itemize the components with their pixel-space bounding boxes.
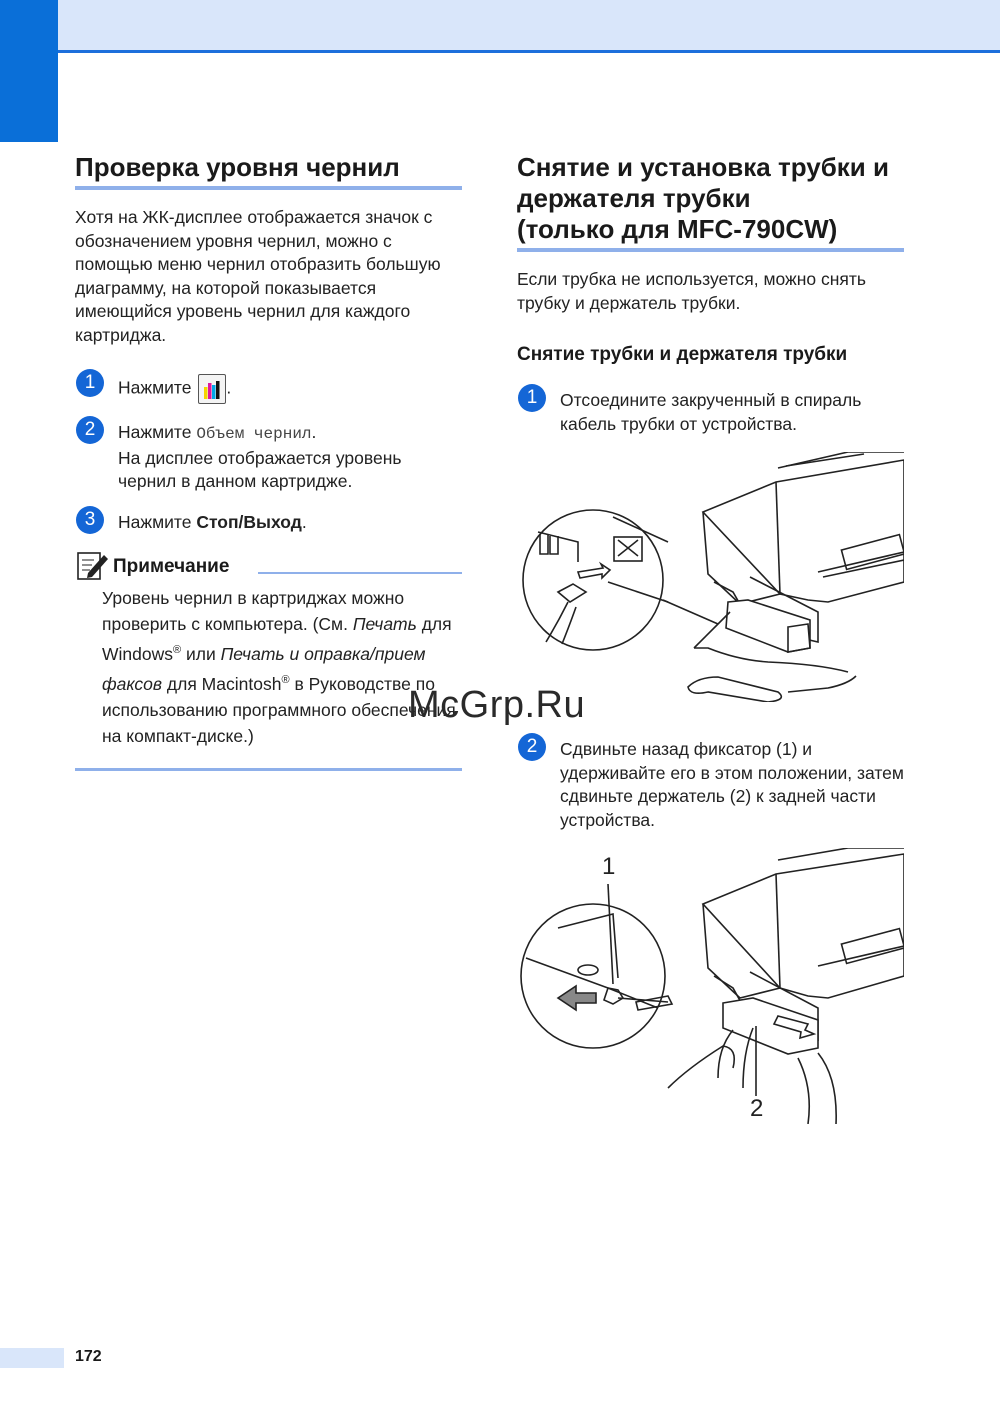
subsection-title: Снятие трубки и держателя трубки	[517, 344, 848, 365]
step-2-text: Нажмите Объем чернил. На дисплее отображается уровень чернил в данном картридже.	[118, 422, 402, 491]
illustration-unplug-cord	[518, 452, 904, 702]
section-title-handset: Снятие и установка трубки и держателя трубки (только для MFC-790CW)	[517, 152, 889, 244]
callout-1: 1	[602, 853, 616, 880]
right-step-1-text: Отсоедините закрученный в спираль кабель трубки от устройства.	[560, 390, 862, 434]
stop-exit-key: Стоп/Выход	[196, 512, 302, 532]
step-3-text: Нажмите Стоп/Выход.	[118, 512, 307, 532]
watermark: McGrp.Ru	[408, 684, 586, 726]
intro-paragraph: Хотя на ЖК-дисплее отображается значок с обозначением уровня чернил, можно с помощью меню чернил отобразить большую диаграмму, на которой показывается имеющийся уровень чернил для каждого картриджа.	[75, 207, 441, 345]
note-bottom-rule	[75, 768, 462, 771]
note-title-rule	[258, 572, 462, 574]
menu-ink-volume: Объем чернил	[196, 425, 312, 443]
step-1-text: Нажмите .	[118, 374, 231, 404]
header-rule	[58, 50, 1000, 53]
right-step-number-2: 2	[518, 733, 546, 761]
callout-2: 2	[750, 1095, 764, 1122]
step-number-3: 3	[76, 506, 104, 534]
note-title: Примечание	[113, 556, 230, 577]
handset-intro: Если трубка не используется, можно снять трубку и держатель трубки.	[517, 269, 867, 313]
section-title-ink-level: Проверка уровня чернил	[75, 152, 400, 182]
step-1-label: Нажмите	[118, 377, 192, 398]
step-number-2: 2	[76, 416, 104, 444]
header-band	[0, 0, 1000, 52]
chapter-tab	[0, 0, 58, 142]
page-number: 172	[75, 1348, 102, 1365]
illustration-slide-holder	[518, 848, 904, 1124]
note-icon	[77, 551, 109, 581]
step-number-1: 1	[76, 369, 104, 397]
right-step-number-1: 1	[518, 384, 546, 412]
right-step-2-text: Сдвиньте назад фиксатор (1) и удерживайте его в этом положении, затем сдвиньте держатель (2) к задней части устройства.	[560, 739, 904, 830]
section-title-rule-right	[517, 248, 904, 252]
note-body: Уровень чернил в картриджах можно проверить с компьютера. (См. Печать для Windows® или Печать и оправка/прием факсов для Macintosh® в Руководстве по использованию программного обеспечения на компакт-диске.)	[102, 588, 456, 746]
page-number-band	[0, 1348, 64, 1368]
ink-level-icon	[198, 374, 226, 404]
section-title-rule	[75, 186, 462, 190]
